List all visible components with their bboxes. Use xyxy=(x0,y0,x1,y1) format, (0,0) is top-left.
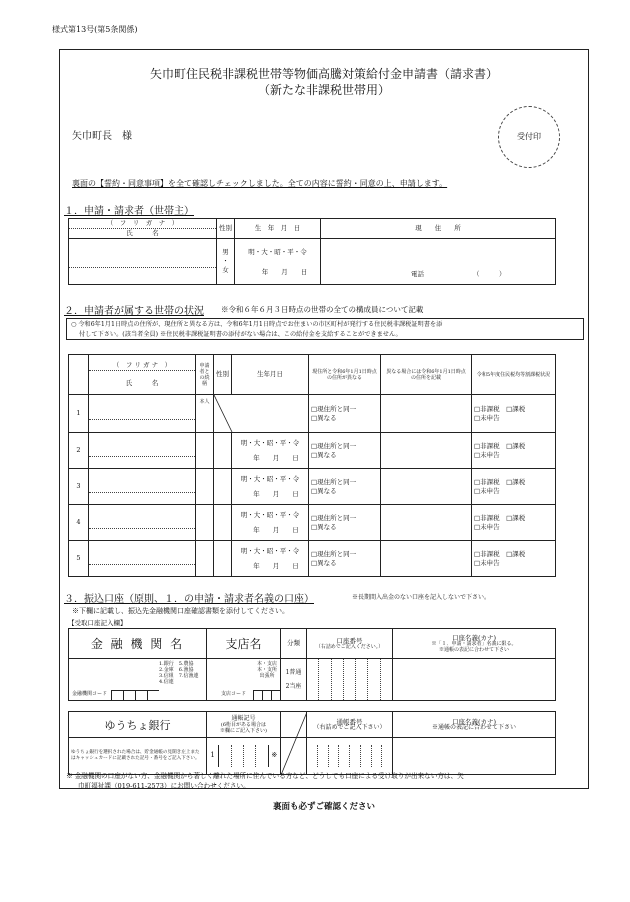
account-box-label: 【受取口座記入欄】 xyxy=(68,619,127,627)
row-number: 3 xyxy=(69,469,89,505)
branch-code-boxes[interactable] xyxy=(253,690,280,700)
row-number: 1 xyxy=(69,395,89,433)
member-birth-header: 生年月日 xyxy=(232,355,309,395)
reception-stamp-area xyxy=(498,106,560,168)
relation-field[interactable] xyxy=(196,433,214,469)
account-type-field[interactable]: 1普通 2当座 xyxy=(281,659,307,701)
previous-address-field[interactable] xyxy=(381,433,472,469)
yucho-holder-field[interactable] xyxy=(393,738,556,775)
household-row xyxy=(69,433,556,469)
applicant-birthdate-field[interactable]: 明・大・昭・平・令 年 月 日 xyxy=(235,239,321,285)
passbook-number-header: 通帳番号 （右詰めでご記入下さい） xyxy=(307,712,393,738)
footnote: ※ 金融機関の口座がない方、金融機関から著しく離れた場所に住んでいる方など、どうしても口座による受け取りが出来ない方は、矢 巾町福祉課（019-611-2573）にお問い合わせください。 xyxy=(66,772,464,790)
section3-heading-note: ※長期間入出金のない口座を記入しないで下さい。 xyxy=(352,594,491,601)
member-birth-field[interactable]: 明・大・昭・平・令 年 月 日 xyxy=(232,505,309,541)
household-row xyxy=(69,395,556,433)
addressee: 矢巾町長 様 xyxy=(72,131,132,142)
member-sex-field[interactable] xyxy=(214,433,232,469)
tax-status-checkbox[interactable]: □非課税 □課税 □未申告 xyxy=(472,433,556,469)
yucho-bank-header: ゆうちょ銀行 xyxy=(69,712,207,738)
section3-heading: ３．振込口座（原則、１．の申請・請求者名義の口座） xyxy=(64,594,314,605)
sex-header: 性別 xyxy=(217,219,235,239)
address-same-checkbox[interactable]: □現住所と同一 □異なる xyxy=(309,505,381,541)
household-row xyxy=(69,469,556,505)
tax-status-checkbox[interactable]: □非課税 □課税 □未申告 xyxy=(472,505,556,541)
yucho-blank-cell xyxy=(281,712,307,738)
yucho-holder-header: 口座名義(カナ) ※通帳の表記に合わせて下さい xyxy=(393,712,556,738)
account-number-boxes[interactable] xyxy=(307,659,393,701)
yucho-account-table xyxy=(68,711,556,775)
passbook-symbol-boxes[interactable] xyxy=(207,738,281,775)
household-table xyxy=(68,354,556,577)
bank-name-header: 金 融 機 関 名 xyxy=(69,629,207,659)
tax-status-checkbox[interactable]: □非課税 □課税 □未申告 xyxy=(472,395,556,433)
tax-status-checkbox[interactable]: □非課税 □課税 □未申告 xyxy=(472,469,556,505)
non-taxable-certificate-notice: ○ 令和6年1月1日時点の住所が、現住所と異なる方は、令和6年1月1日時点でお住まいの市区町村が発行する住民税非課税証明書を添 付して下さい。(該当者全員) ※住民税非課税証明書の添付がない場合は、この給付金を支給することができません。 xyxy=(66,318,584,340)
account-holder-header: 口座名義(カナ) ※「１．申請・請求者」名義に限る。 ※通帳の表記に合わせて下さい xyxy=(393,629,556,659)
address-same-checkbox[interactable]: □現住所と同一 □異なる xyxy=(309,469,381,505)
address-same-checkbox[interactable]: □現住所と同一 □異なる xyxy=(309,541,381,577)
phone-area-code: （ ） xyxy=(473,270,506,278)
relation-header: 申請者との続柄 xyxy=(196,355,214,395)
member-name-field[interactable] xyxy=(89,395,196,433)
household-row xyxy=(69,541,556,577)
previous-address-field[interactable] xyxy=(381,469,472,505)
account-holder-field[interactable] xyxy=(393,659,556,701)
row-number: 5 xyxy=(69,541,89,577)
diagonal-strike xyxy=(281,712,307,775)
form-subtitle: （新たな非課税世帯用） xyxy=(257,83,390,97)
agreement-statement: 裏面の【誓約・同意事項】を全て確認しチェックしました。全ての内容に誓約・同意の上、申請します。 xyxy=(72,179,448,188)
household-row xyxy=(69,505,556,541)
previous-address-field[interactable] xyxy=(381,395,472,433)
section2-heading: ２．申請者が属する世帯の状況 xyxy=(64,306,204,317)
member-birth-field[interactable]: 明・大・昭・平・令 年 月 日 xyxy=(232,469,309,505)
bank-type-options: 1.銀行 5.農協 2.金庫 6.漁協 3.信組 7.信漁連 4.信連 xyxy=(159,661,199,685)
member-name-field[interactable] xyxy=(89,469,196,505)
symbol-sixth-digit-mark: ※ xyxy=(271,751,278,759)
relation-field[interactable] xyxy=(196,469,214,505)
yucho-instruction: ゆうちょ銀行を選択された場合は、貯金通帳の見開き左上またはキャッシュカードに記載された記号・番号をご記入下さい。 xyxy=(69,738,207,775)
birthdate-header: 生 年 月 日 xyxy=(235,219,321,239)
bank-code-boxes[interactable] xyxy=(111,690,159,700)
back-page-reminder: 裏面も必ずご確認ください xyxy=(272,802,375,812)
symbol-first-digit: 1 xyxy=(207,745,219,767)
passbook-number-boxes[interactable] xyxy=(307,738,393,775)
address-same-checkbox[interactable]: □現住所と同一 □異なる xyxy=(309,433,381,469)
bank-code-label: 金融機関コード xyxy=(72,691,108,697)
member-name-field[interactable] xyxy=(89,433,196,469)
row-number: 2 xyxy=(69,433,89,469)
section3-instruction: ※下欄に記載し、振込先金融機関口座確認書類を添付してください。 xyxy=(72,607,289,615)
branch-name-field[interactable] xyxy=(207,659,281,701)
address-change-header: 現住所と令和6年1月1日時点の住所が異なる xyxy=(309,355,381,395)
bank-name-field[interactable] xyxy=(69,659,207,701)
applicant-address-field[interactable] xyxy=(321,239,556,285)
tax-status-checkbox[interactable]: □非課税 □課税 □未申告 xyxy=(472,541,556,577)
branch-code-label: 支店コード xyxy=(221,691,247,697)
form-number: 様式第13号(第5条関係) xyxy=(52,25,138,34)
member-name-field[interactable] xyxy=(89,541,196,577)
previous-address-field[interactable] xyxy=(381,541,472,577)
member-name-header: （ フ リ ガ ナ ） 氏 名 xyxy=(89,355,196,395)
passbook-symbol-header: 通帳記号 (6桁目がある場合は ※欄にご記入下さい) xyxy=(207,712,281,738)
relation-field[interactable] xyxy=(196,541,214,577)
address-header: 現 住 所 xyxy=(321,219,556,239)
member-sex-field[interactable] xyxy=(214,505,232,541)
section1-heading: １．申請・請求者（世帯主） xyxy=(64,206,194,217)
phone-label: 電話 xyxy=(411,270,424,278)
member-birth-field[interactable]: 明・大・昭・平・令 年 月 日 xyxy=(232,433,309,469)
account-number-header: 口座番号 （右詰めでご記入ください。） xyxy=(307,629,393,659)
bank-account-table xyxy=(68,628,556,701)
applicant-name-field[interactable] xyxy=(69,239,217,285)
branch-name-header: 支店名 xyxy=(207,629,281,659)
member-sex-field[interactable] xyxy=(214,469,232,505)
self-birth-blank xyxy=(214,395,309,433)
previous-address-header: 異なる場合には令和6年1月1日時点の住所を記載 xyxy=(381,355,472,395)
member-name-field[interactable] xyxy=(89,505,196,541)
previous-address-field[interactable] xyxy=(381,505,472,541)
applicant-table xyxy=(68,218,556,285)
branch-type-options: 本・支店 本・支所 出張所 xyxy=(256,661,277,679)
address-same-checkbox[interactable]: □現住所と同一 □異なる xyxy=(309,395,381,433)
diagonal-strike xyxy=(214,395,309,432)
stamp-label: 受付印 xyxy=(517,132,541,141)
member-sex-header: 性別 xyxy=(214,355,232,395)
tax-status-header: 令和5年度住民税均等割課税状況 xyxy=(472,355,556,395)
relation-self: 本人 xyxy=(196,395,214,433)
form-title: 矢巾町住民税非課税世帯等物価高騰対策給付金申請書（請求書） xyxy=(149,67,498,81)
section2-note: ※令和６年６月３日時点の世帯の全ての構成員について記載 xyxy=(221,305,424,314)
member-sex-field[interactable] xyxy=(214,541,232,577)
applicant-sex-field[interactable]: 男 ・ 女 xyxy=(217,239,235,285)
row-number: 4 xyxy=(69,505,89,541)
relation-field[interactable] xyxy=(196,505,214,541)
furigana-name-header: （ フ リ ガ ナ ） 氏 名 xyxy=(69,219,217,239)
account-type-header: 分類 xyxy=(281,629,307,659)
member-birth-field[interactable]: 明・大・昭・平・令 年 月 日 xyxy=(232,541,309,577)
